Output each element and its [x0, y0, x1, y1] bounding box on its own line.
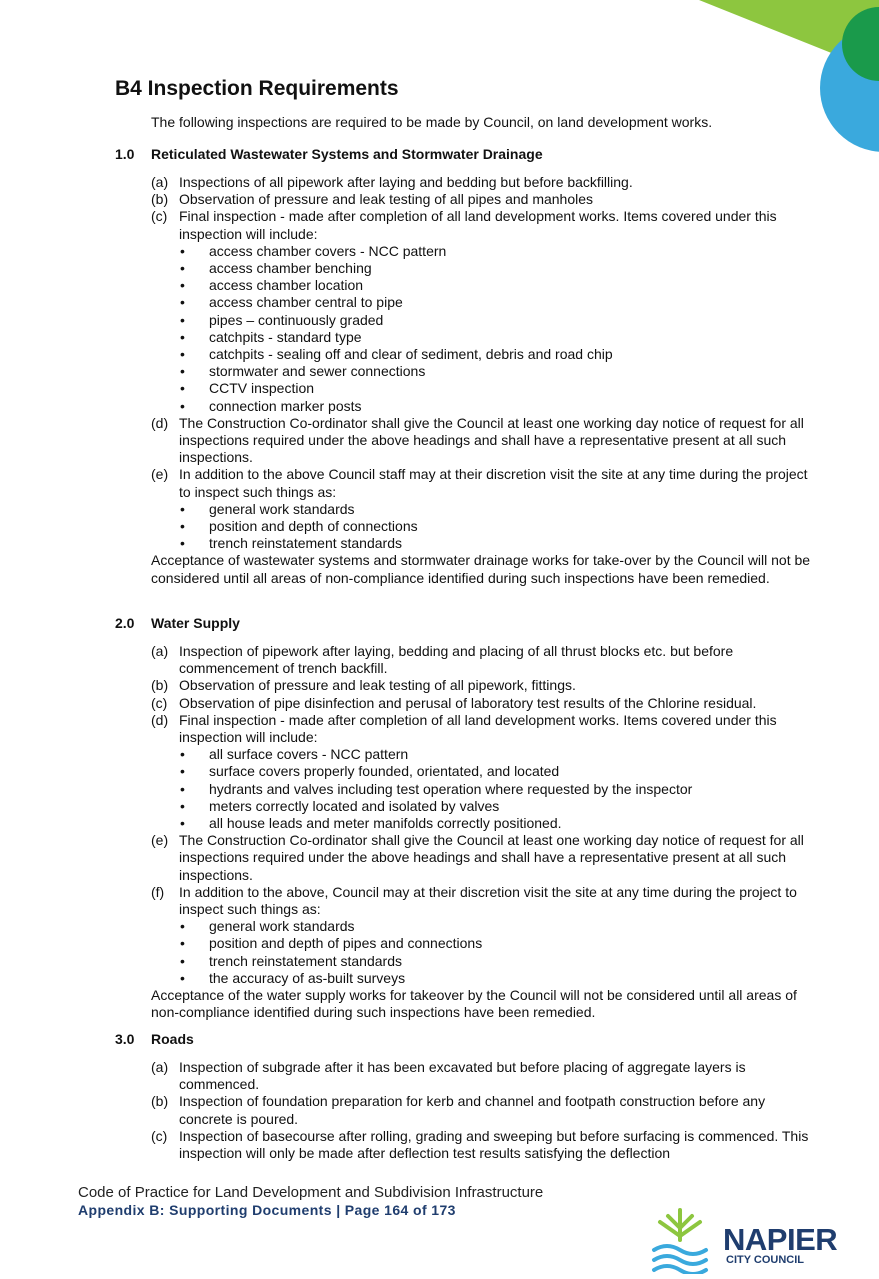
bullet-item: • general work standards — [151, 918, 811, 935]
list-item: (e) The Construction Co-ordinator shall give the Council at least one working day notice of request for all inspections required under the above headings and shall have a representative present at all such inspections. — [151, 832, 804, 883]
logo-name: NAPIER — [723, 1222, 838, 1257]
list-item: (a) Inspections of all pipework after laying and bedding but before backfilling. — [151, 174, 633, 190]
bullet-item: • access chamber covers - NCC pattern — [151, 243, 811, 260]
acceptance-text: Acceptance of wastewater systems and stormwater drainage works for take-over by the Council will not be considered until all areas of non-compliance identified during such inspections have been remedied. — [151, 552, 811, 586]
page-title: B4 Inspection Requirements — [115, 77, 399, 100]
section-body-water-supply — [151, 643, 811, 1021]
list-item: (b) Inspection of foundation preparation for kerb and channel and footpath construction before any concrete is poured. — [151, 1093, 766, 1127]
footer-document-title: Code of Practice for Land Development and Subdivision Infrastructure — [78, 1184, 544, 1201]
list-item: (b) Observation of pressure and leak testing of all pipes and manholes — [151, 191, 594, 208]
bullet-item: • catchpits - sealing off and clear of sediment, debris and road chip — [151, 346, 811, 363]
list-item: (c) Observation of pipe disinfection and perusal of laboratory test results of the Chlorine residual. — [151, 694, 757, 711]
acceptance-text: Acceptance of the water supply works for takeover by the Council will not be considered until all areas of non-compliance identified during such inspections have been remedied. — [151, 987, 797, 1021]
bullet-item: • position and depth of connections — [151, 518, 811, 535]
section-heading-wastewater: 1.0 Reticulated Wastewater Systems and Stormwater Drainage — [115, 146, 543, 162]
bullet-item: • access chamber benching — [151, 260, 811, 277]
section-body-roads — [151, 1059, 811, 1162]
list-item: (f) In addition to the above, Council may at their discretion visit the site at any time during the project to inspect such things as: — [151, 883, 797, 918]
bullet-item: • trench reinstatement standards — [151, 535, 811, 552]
list-item: (a) Inspection of subgrade after it has been excavated but before placing of aggregate layers is commenced. — [151, 1059, 746, 1093]
bullet-item: • pipes – continuously graded — [151, 312, 811, 329]
intro-text: The following inspections are required to be made by Council, on land development works. — [151, 114, 713, 130]
logo-subtitle: CITY COUNCIL — [726, 1254, 805, 1266]
bullet-item: • hydrants and valves including test operation where requested by the inspector — [151, 781, 811, 798]
bullet-item: • trench reinstatement standards — [151, 953, 811, 970]
bullet-item: • the accuracy of as-built surveys — [151, 970, 811, 987]
bullet-item: • CCTV inspection — [151, 380, 811, 397]
list-item: (d) The Construction Co-ordinator shall give the Council at least one working day notice of request for all inspections required under the above headings and shall have a representative present at all such inspections. — [151, 414, 804, 466]
bullet-item: • general work standards — [151, 501, 811, 518]
corner-decoration — [699, 0, 879, 160]
section-heading-water-supply: 2.0 Water Supply — [115, 615, 240, 631]
bullet-item: • position and depth of pipes and connections — [151, 935, 811, 952]
bullet-item: • connection marker posts — [151, 398, 811, 415]
bullet-item: • all surface covers - NCC pattern — [151, 746, 811, 763]
bullet-item: • access chamber location — [151, 277, 811, 294]
bullet-item: • stormwater and sewer connections — [151, 363, 811, 380]
bullet-item: • all house leads and meter manifolds correctly positioned. — [151, 815, 811, 832]
logo-mark-icon — [650, 1206, 720, 1274]
bullet-item: • surface covers properly founded, orientated, and located — [151, 763, 811, 780]
list-item: (c) Inspection of basecourse after rolling, grading and sweeping but before surfacing is commenced. This inspection will only be made after deflection test results satisfying the deflection — [151, 1127, 809, 1162]
bullet-item: • meters correctly located and isolated by valves — [151, 798, 811, 815]
list-item: (c) Final inspection - made after completion of all land development works. Items covered under this inspection will include: — [151, 208, 777, 242]
bullet-item: • access chamber central to pipe — [151, 294, 811, 311]
section-heading-roads: 3.0 Roads — [115, 1031, 194, 1047]
bullet-item: • catchpits - standard type — [151, 329, 811, 346]
list-item: (d) Final inspection - made after completion of all land development works. Items covered under this inspection will include: — [151, 711, 777, 746]
list-item: (b) Observation of pressure and leak testing of all pipework, fittings. — [151, 677, 576, 694]
footer-page-info: Appendix B: Supporting Documents | Page 164 of 173 — [78, 1202, 456, 1218]
list-item: (a) Inspection of pipework after laying, bedding and placing of all thrust blocks etc. but before commencement of trench backfill. — [151, 643, 734, 677]
section-body-wastewater — [151, 174, 811, 587]
list-item: (e) In addition to the above Council staff may at their discretion visit the site at any time during the project to inspect such things as: — [151, 466, 808, 500]
